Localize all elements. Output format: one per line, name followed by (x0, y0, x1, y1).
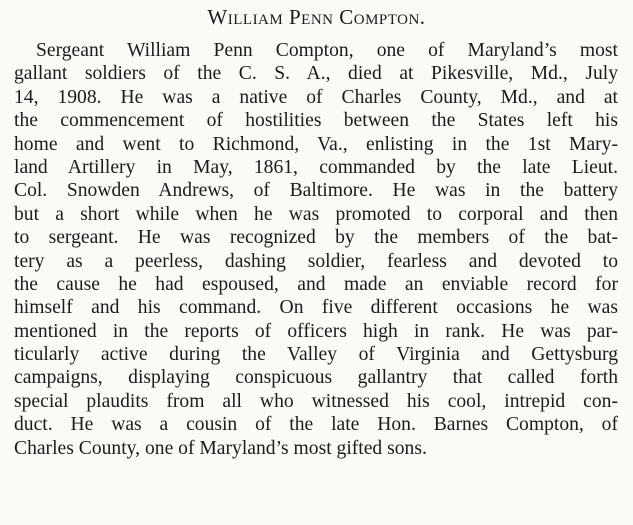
text-line: 14, 1908. He was a native of Charles County, Md., and at (14, 86, 618, 108)
text-line: ticularly active during the Valley of Virginia and Gettysburg (14, 344, 618, 366)
text-line: the commencement of hostilities between the States left his (14, 110, 618, 132)
text-line: mentioned in the reports of officers high in rank. He was par- (14, 320, 618, 342)
text-line: gallant soldiers of the C. S. A., died at Pikesville, Md., July (14, 63, 618, 85)
text-line: Charles County, one of Maryland’s most gifted sons. (14, 437, 427, 459)
text-line: Col. Snowden Andrews, of Baltimore. He was in the battery (14, 180, 618, 202)
text-line: special plaudits from all who witnessed his cool, intrepid con- (14, 390, 618, 412)
text-line: to sergeant. He was recognized by the members of the bat- (14, 227, 618, 249)
text-line: but a short while when he was promoted to corporal and then (14, 203, 618, 225)
text-line: the cause he had espoused, and made an enviable record for (14, 273, 618, 295)
text-line: home and went to Richmond, Va., enlisting in the 1st Mary- (14, 133, 618, 155)
text-line: duct. He was a cousin of the late Hon. Barnes Compton, of (14, 414, 618, 436)
text-line: himself and his command. On five different occasions he was (14, 297, 618, 319)
article-title: William Penn Compton. (207, 5, 426, 29)
text-line: Sergeant William Penn Compton, one of Maryland’s most (36, 40, 618, 61)
text-line: campaigns, displaying conspicuous gallantry that called forth (14, 367, 618, 389)
text-line: land Artillery in May, 1861, commanded by the late Lieut. (14, 156, 618, 178)
text-line: tery as a peerless, dashing soldier, fearless and devoted to (14, 250, 618, 272)
article-body (14, 39, 618, 460)
